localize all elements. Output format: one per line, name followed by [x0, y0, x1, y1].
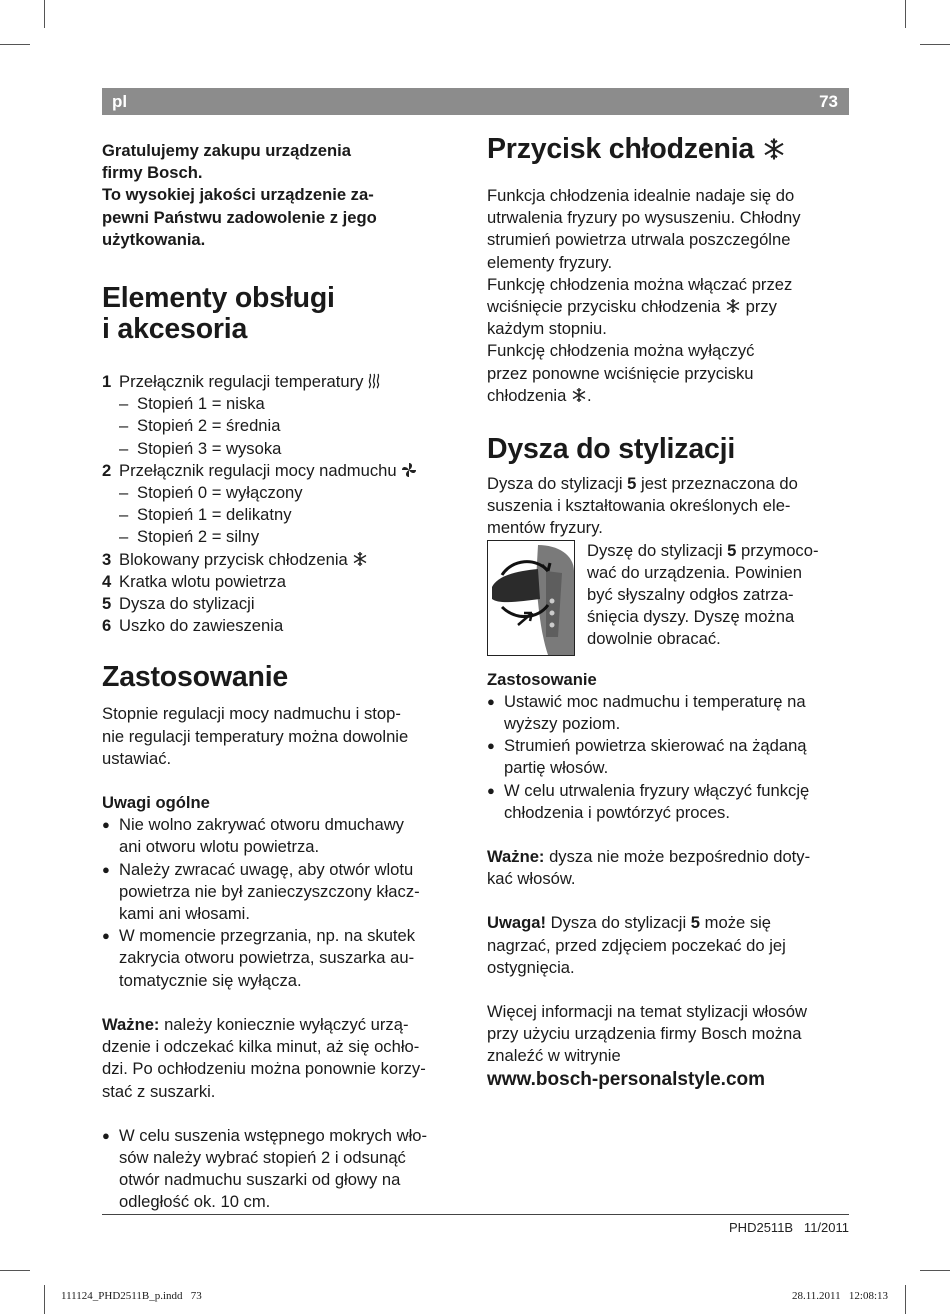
body-line: każdym stopniu.	[487, 319, 607, 339]
body-line: Więcej informacji na temat stylizacji włosów	[487, 1002, 807, 1022]
body-line: Dyszę do stylizacji 5 przymoco-	[587, 540, 819, 560]
elements-heading: Elementy obsługi i akcesoria	[102, 282, 335, 346]
website-link[interactable]: www.bosch-personalstyle.com	[487, 1068, 766, 1090]
crop-mark	[920, 44, 950, 45]
body-line: suszenia i kształtowania określonych ele-	[487, 496, 791, 516]
list-item: 1 Przełącznik regulacji temperatury	[102, 371, 467, 393]
language-code: pl	[112, 92, 128, 111]
body-line: Stopnie regulacji mocy nadmuchu i stop-	[102, 704, 401, 724]
nozzle-figure-block	[487, 540, 852, 656]
crop-mark	[44, 1285, 45, 1314]
model-date-code: PHD2511B 11/2011	[729, 1220, 849, 1235]
crop-mark	[920, 1270, 950, 1271]
body-line: wać do urządzenia. Powinien	[587, 562, 802, 582]
intro-line: To wysokiej jakości urządzenie za-	[102, 185, 374, 205]
bullet-item: ● Strumień powietrza skierować na żądaną partię włosów.	[487, 736, 807, 778]
footer-divider	[102, 1214, 849, 1215]
body-line: nie regulacji temperatury można dowolnie	[102, 726, 409, 746]
list-subitem: – Stopień 0 = wyłączony	[119, 483, 303, 503]
snowflake-icon	[762, 137, 786, 161]
list-subitem: – Stopień 3 = wysoka	[119, 438, 282, 458]
body-line: Funkcję chłodzenia można wyłączyć	[487, 341, 755, 361]
body-line: dowolnie obracać.	[587, 629, 721, 649]
intro-line: użytkowania.	[102, 229, 206, 249]
crop-mark	[905, 0, 906, 28]
crop-mark	[0, 44, 30, 45]
print-slug-file: 111124_PHD2511B_p.indd 73	[61, 1290, 202, 1302]
list-subitem: – Stopień 1 = delikatny	[119, 505, 292, 525]
body-line: wciśnięcie przycisku chłodzenia przy	[487, 297, 777, 317]
body-line: utrwalenia fryzury po wysuszeniu. Chłodny	[487, 208, 801, 228]
body-line: przez ponowne wciśnięcie przycisku	[487, 363, 754, 383]
snowflake-icon	[571, 387, 587, 403]
list-subitem: – Stopień 2 = silny	[119, 527, 260, 547]
body-line: Dysza do stylizacji 5 jest przeznaczona do	[487, 474, 798, 494]
fan-icon	[401, 462, 417, 478]
important-note: Ważne: należy koniecznie wyłączyć urzą- dzenie i odczekać kilka minut, aż się ochło- dzi. Po ochłodzeniu można ponownie korzy- stać z suszarki.	[102, 1014, 426, 1101]
body-line: mentów fryzury.	[487, 518, 603, 538]
left-column	[102, 140, 467, 1214]
list-item: 2 Przełącznik regulacji mocy nadmuchu	[102, 460, 467, 482]
nozzle-attach-illustration	[487, 540, 575, 656]
body-line: strumień powietrza utrwala poszczególne	[487, 230, 791, 250]
body-line: śnięcia dyszy. Dyszę można	[587, 607, 795, 627]
list-item: 4 Kratka wlotu powietrza	[102, 571, 286, 591]
general-notes-heading: Uwagi ogólne	[102, 793, 210, 813]
crop-mark	[0, 1270, 30, 1271]
body-line: elementy fryzury.	[487, 252, 613, 272]
list-subitem: – Stopień 2 = średnia	[119, 416, 281, 436]
snowflake-icon	[352, 551, 368, 567]
bullet-item: ● Należy zwracać uwagę, aby otwór wlotu powietrza nie był zanieczyszczony kłacz- kami ani włosami.	[102, 859, 420, 924]
crop-mark	[905, 1285, 906, 1314]
intro-line: Gratulujemy zakupu urządzenia	[102, 141, 351, 160]
list-item: 5 Dysza do stylizacji	[102, 594, 255, 614]
intro-line: firmy Bosch.	[102, 163, 203, 183]
usage-heading: Zastosowanie	[102, 661, 289, 694]
warning-note: Uwaga! Dysza do stylizacji 5 może się nagrzać, przed zdjęciem poczekać do jej ostygnięcia.	[487, 913, 786, 977]
bullet-item: ● W celu suszenia wstępnego mokrych wło- sów należy wybrać stopień 2 i odsunąć otwór nadmuchu suszarki od głowy na odległość ok. 10 cm.	[102, 1125, 428, 1212]
page-number: 73	[819, 92, 838, 111]
bullet-item: ● W celu utrwalenia fryzury włączyć funkcję chłodzenia i powtórzyć proces.	[487, 780, 810, 822]
heat-waves-icon	[368, 373, 382, 389]
list-item: 3 Blokowany przycisk chłodzenia	[102, 549, 467, 571]
bullet-item: ● W momencie przegrzania, np. na skutek zakrycia otworu powietrza, suszarka au- tomatycznie się wyłącza.	[102, 926, 416, 990]
body-line: być słyszalny odgłos zatrza-	[587, 585, 794, 605]
cool-button-heading: Przycisk chłodzenia	[487, 134, 852, 165]
snowflake-icon	[725, 298, 741, 314]
crop-mark	[44, 0, 45, 28]
list-subitem: – Stopień 1 = niska	[119, 394, 265, 414]
body-line: Funkcję chłodzenia można włączać przez	[487, 274, 793, 294]
body-line: przy użyciu urządzenia firmy Bosch można	[487, 1024, 802, 1044]
right-column	[487, 134, 852, 1092]
bullet-item: ● Ustawić moc nadmuchu i temperaturę na wyższy poziom.	[487, 691, 806, 734]
print-slug-timestamp: 28.11.2011 12:08:13	[791, 1290, 888, 1302]
intro-line: pewni Państwu zadowolenie z jego	[102, 207, 377, 227]
list-item: 6 Uszko do zawieszenia	[102, 616, 284, 636]
important-note: Ważne: dysza nie może bezpośrednio doty- kać włosów.	[487, 847, 811, 889]
bullet-item: ● Nie wolno zakrywać otworu dmuchawy ani otworu wlotu powietrza.	[102, 815, 404, 857]
body-line: chłodzenia .	[487, 385, 592, 405]
nozzle-heading: Dysza do stylizacji	[487, 433, 736, 466]
body-line: Funkcja chłodzenia idealnie nadaje się do	[487, 186, 795, 205]
page-header	[102, 88, 849, 115]
body-line: znaleźć w witrynie	[487, 1046, 621, 1066]
body-line: ustawiać.	[102, 748, 172, 768]
usage-subheading: Zastosowanie	[487, 669, 597, 689]
